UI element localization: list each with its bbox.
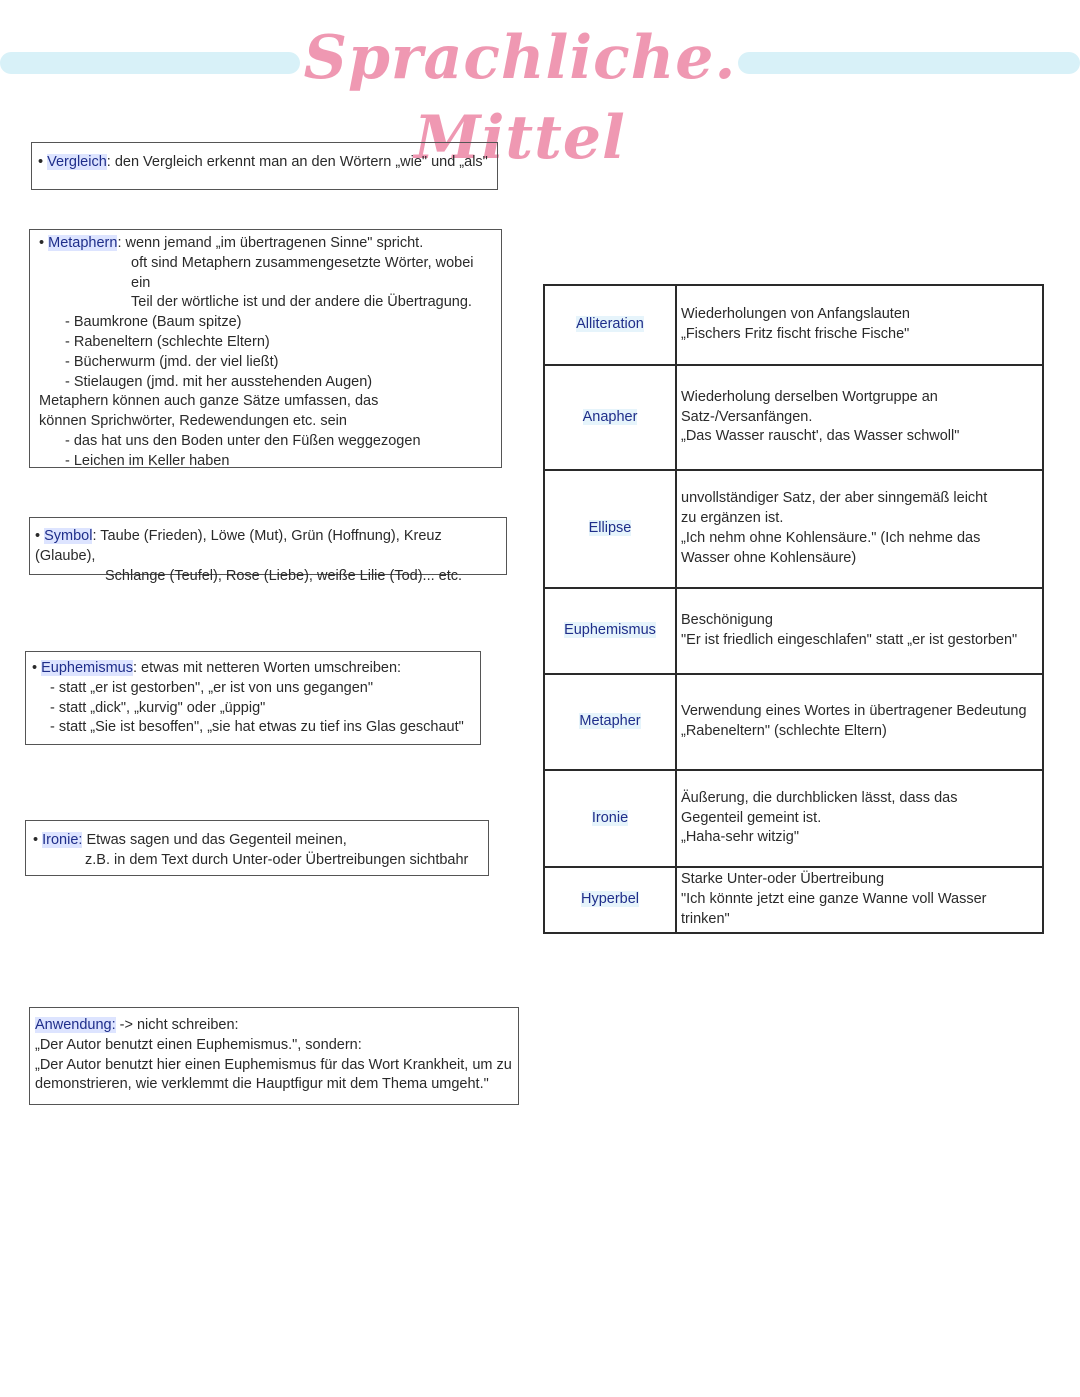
metaphern-example: - Baumkrone (Baum spitze)	[65, 314, 242, 331]
table-row	[544, 588, 1043, 674]
bullet: •	[32, 660, 42, 676]
metaphern-example: - Rabeneltern (schlechte Eltern)	[65, 333, 270, 350]
euphemismus-box	[25, 651, 481, 745]
bullet: •	[38, 154, 48, 170]
metaphern-sentence: - Leichen im Keller haben	[65, 452, 230, 469]
definition-line: Starke Unter-oder Übertreibung	[681, 871, 885, 888]
symbol-text: : Taube (Frieden), Löwe (Mut), Grün (Hoffnung), Kreuz (Glaube),	[35, 528, 442, 564]
title-band-left	[0, 52, 300, 74]
page-title: Sprachliche. Mittel	[303, 23, 737, 173]
definition-line: Gegenteil gemeint ist.	[681, 809, 822, 826]
anwendung-line: „Der Autor benutzt einen Euphemismus.", sondern:	[35, 1036, 362, 1053]
definition-line: "Er ist friedlich eingeschlafen" statt „er ist gestorben"	[681, 632, 1018, 648]
bullet: •	[33, 832, 43, 848]
euphemismus-item: - statt „Sie ist besoffen", „sie hat etwas zu tief ins Glas geschaut"	[50, 719, 464, 736]
symbol-line: Schlange (Teufel), Rose (Liebe), weiße Lilie (Tod)... etc.	[105, 567, 463, 584]
metaphern-intro: : wenn jemand „im übertragenen Sinne" spricht.	[117, 235, 424, 251]
table-term: Ellipse	[588, 520, 632, 537]
table-term: Anapher	[582, 408, 638, 425]
metaphern-intro-line	[39, 234, 495, 254]
table-row	[544, 867, 1043, 933]
definition-line: "Ich könnte jetzt eine ganze Wanne voll Wasser	[681, 891, 987, 908]
ironie-text: Etwas sagen und das Gegenteil meinen,	[82, 832, 347, 848]
metaphern-example: - Stielaugen (jmd. mit her ausstehenden Augen)	[65, 373, 373, 390]
metaphern-line: Teil der wörtliche ist und der andere die Übertragung.	[131, 294, 472, 311]
symbol-line	[35, 527, 500, 567]
bullet: •	[35, 528, 45, 544]
table-term-cell	[544, 770, 676, 867]
anwendung-line	[35, 1016, 512, 1036]
definition-line: Satz-/Versanfängen.	[681, 408, 813, 425]
definition-line: „Fischers Fritz fischt frische Fische"	[681, 326, 910, 342]
anwendung-box	[29, 1007, 519, 1105]
metaphern-example: - Bücherwurm (jmd. der viel ließt)	[65, 353, 279, 370]
metaphern-line: Metaphern können auch ganze Sätze umfassen, das	[39, 393, 379, 410]
table-term: Hyperbel	[580, 891, 640, 908]
definition-line: Wiederholungen von Anfangslauten	[681, 306, 910, 323]
definition-line: Wiederholung derselben Wortgruppe an	[681, 388, 938, 405]
ironie-box	[25, 820, 489, 876]
metaphern-sentence: - das hat uns den Boden unter den Füßen weggezogen	[65, 432, 421, 449]
table-definition-cell	[676, 770, 1043, 867]
table-row	[544, 770, 1043, 867]
table-definition-cell	[676, 588, 1043, 674]
definition-line: „Ich nehm ohne Kohlensäure." (Ich nehme das	[681, 530, 981, 546]
vergleich-text: : den Vergleich erkennt man an den Wörtern „wie" und „als"	[106, 154, 488, 170]
definition-line: trinken"	[681, 910, 730, 927]
vergleich-box	[31, 142, 498, 190]
definition-line: „Das Wasser rauscht', das Wasser schwoll"	[681, 428, 960, 445]
definition-line: Verwendung eines Wortes in übertragener Bedeutung	[681, 703, 1027, 720]
anwendung-line: „Der Autor benutzt hier einen Euphemismus für das Wort Krankheit, um zu	[35, 1056, 512, 1073]
symbol-box	[29, 517, 507, 584]
table-term-cell	[544, 470, 676, 588]
table-term: Metapher	[579, 713, 641, 730]
anwendung-term: Anwendung:	[35, 1017, 116, 1033]
table-term: Euphemismus	[564, 622, 656, 639]
table-term-cell	[544, 674, 676, 770]
anwendung-text: -> nicht schreiben:	[115, 1017, 239, 1033]
metaphern-line: können Sprichwörter, Redewendungen etc. sein	[39, 413, 347, 430]
table-row	[544, 470, 1043, 588]
euphemismus-item: - statt „dick", „kurvig" oder „üppig"	[50, 699, 266, 716]
metaphern-line: oft sind Metaphern zusammengesetzte Wörter, wobei ein	[131, 254, 474, 291]
stylistic-devices-table	[543, 284, 1044, 934]
table-term: Alliteration	[576, 316, 644, 333]
definition-line: zu ergänzen ist.	[681, 510, 784, 527]
bullet: •	[39, 235, 49, 251]
metaphern-box	[29, 229, 502, 468]
table-row	[544, 674, 1043, 770]
table-term: Ironie	[591, 809, 629, 826]
vergleich-term: Vergleich	[47, 154, 107, 170]
definition-line: „Haha-sehr witzig"	[681, 829, 799, 846]
definition-line: unvollständiger Satz, der aber sinngemäß leicht	[681, 490, 988, 507]
title-band-right	[738, 52, 1080, 74]
ironie-line: z.B. in dem Text durch Unter-oder Übertreibungen sichtbahr	[85, 851, 469, 868]
table-definition-cell	[676, 365, 1043, 470]
ironie-line	[33, 831, 482, 851]
table-term-cell	[544, 588, 676, 674]
definition-line: „Rabeneltern" (schlechte Eltern)	[681, 723, 887, 739]
table-definition-cell	[676, 867, 1043, 933]
table-term-cell	[544, 867, 676, 933]
definition-line: Äußerung, die durchblicken lässt, dass das	[681, 789, 958, 806]
table-term-cell	[544, 285, 676, 365]
euphemismus-item: - statt „er ist gestorben", „er ist von uns gegangen"	[50, 679, 374, 696]
metaphern-term: Metaphern	[48, 235, 118, 251]
table-definition-cell	[676, 674, 1043, 770]
table-row	[544, 285, 1043, 365]
euphemismus-intro-line	[32, 659, 474, 679]
table-term-cell	[544, 365, 676, 470]
definition-line: Beschönigung	[681, 612, 773, 629]
euphemismus-intro: : etwas mit netteren Worten umschreiben:	[132, 660, 402, 676]
ironie-term: Ironie:	[42, 832, 83, 848]
anwendung-line: demonstrieren, wie verklemmt die Hauptfigur mit dem Thema umgeht."	[35, 1076, 489, 1093]
euphemismus-term: Euphemismus	[41, 660, 133, 676]
symbol-term: Symbol	[44, 528, 93, 544]
table-definition-cell	[676, 470, 1043, 588]
table-row	[544, 365, 1043, 470]
table-definition-cell	[676, 285, 1043, 365]
definition-line: Wasser ohne Kohlensäure)	[681, 549, 857, 566]
